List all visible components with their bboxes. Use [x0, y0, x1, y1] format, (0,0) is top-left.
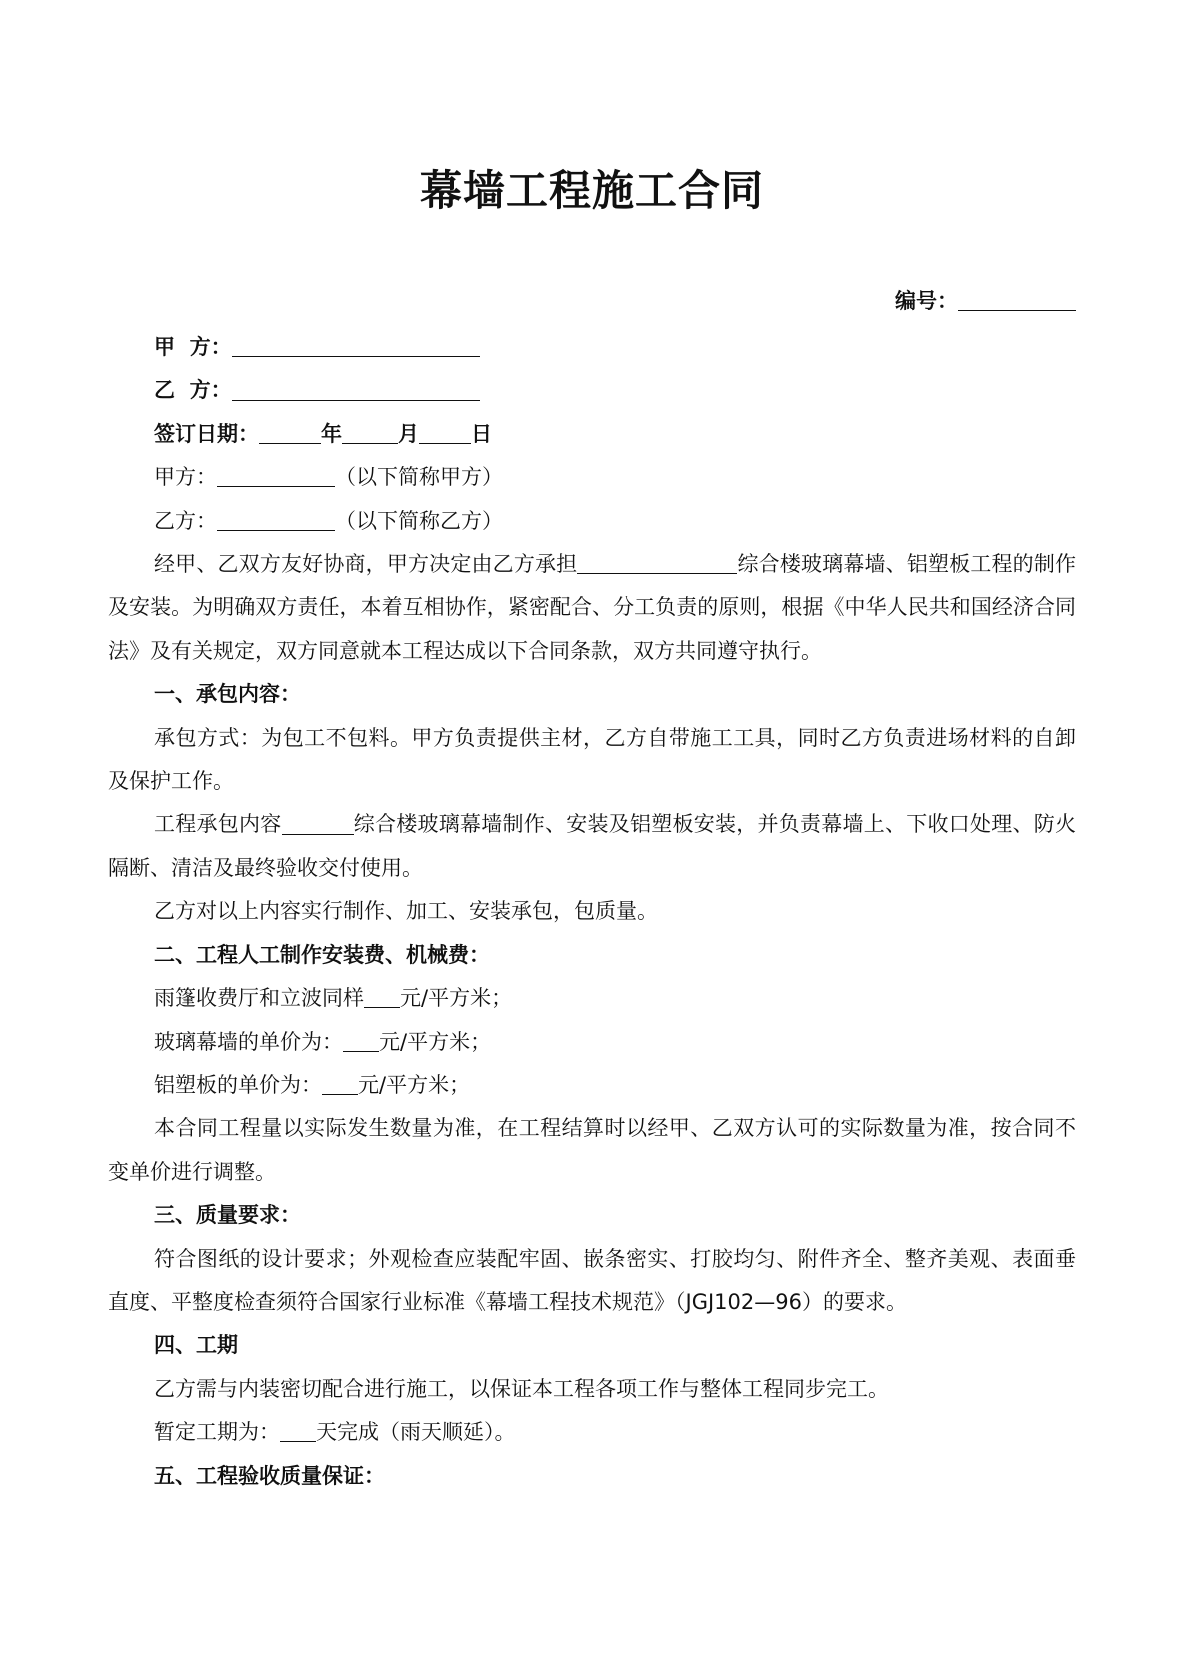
section1-heading: 一、承包内容：	[154, 682, 301, 707]
party-a-label: 甲 方：	[154, 335, 232, 359]
sign-date-field	[108, 413, 1076, 456]
section1-scope-after: 综合楼玻璃幕墙制作、安装及铝塑板安装，并负责幕墙上、下收口处理、防火隔断、清洁及最终验收交付使用。	[108, 812, 1076, 880]
serial-number-field	[895, 285, 1076, 315]
panel-price-unit: 元/平方米；	[358, 1072, 471, 1097]
party-b-line-suffix: （以下简称乙方）	[335, 508, 503, 533]
duration-label: 暂定工期为：	[154, 1420, 280, 1445]
section4-heading: 四、工期	[154, 1333, 238, 1358]
day-label: 日	[471, 421, 492, 446]
section1-scope-before: 工程承包内容	[154, 812, 282, 837]
section2-heading: 二、工程人工制作安装费、机械费：	[154, 942, 490, 967]
section2-item2	[108, 1021, 1076, 1064]
panel-price-blank	[322, 1071, 358, 1095]
party-b-line	[108, 500, 1076, 543]
month-label: 月	[398, 421, 419, 446]
party-a-line-prefix: 甲方：	[154, 465, 217, 490]
section1-responsibility: 乙方对以上内容实行制作、加工、安装承包，包质量。	[154, 899, 658, 924]
party-b-line-prefix: 乙方：	[154, 508, 217, 533]
duration-blank	[280, 1418, 316, 1442]
party-b-name-blank	[217, 507, 335, 531]
canopy-price-blank	[364, 984, 400, 1008]
party-b-blank	[232, 376, 480, 400]
intro-text-after: 综合楼玻璃幕墙、铝塑板工程的制作及安装。为明确双方责任，本着互相协作，紧密配合、分工负责的原则，根据《中华人民共和国经济合同法》及有关规定，双方同意就本工程达成以下合同条款，双方共同遵守执行。	[108, 552, 1077, 663]
year-label: 年	[321, 421, 342, 446]
section1-scope	[108, 803, 1076, 890]
intro-paragraph	[108, 543, 1076, 673]
section4-duration	[108, 1411, 1076, 1454]
section2-settlement: 本合同工程量以实际发生数量为准，在工程结算时以经甲、乙双方认可的实际数量为准，按合同不变单价进行调整。	[108, 1116, 1076, 1184]
project-name-blank	[577, 550, 737, 574]
section4-coordination: 乙方需与内装密切配合进行施工，以保证本工程各项工作与整体工程同步完工。	[154, 1376, 889, 1401]
sign-date-label: 签订日期：	[154, 421, 259, 446]
party-b-field	[108, 369, 1076, 412]
section1-contract-mode: 承包方式：为包工不包料。甲方负责提供主材，乙方自带施工工具，同时乙方负责进场材料的自卸及保护工作。	[108, 725, 1076, 794]
section2-item3	[108, 1064, 1076, 1107]
canopy-price-unit: 元/平方米；	[400, 986, 513, 1011]
month-blank	[342, 420, 398, 444]
party-a-line-suffix: （以下简称甲方）	[335, 465, 503, 490]
party-a-blank	[232, 333, 480, 357]
party-b-label: 乙 方：	[154, 378, 232, 403]
section5-heading: 五、工程验收质量保证：	[154, 1463, 385, 1488]
glass-price-label: 玻璃幕墙的单价为：	[154, 1029, 343, 1054]
scope-blank	[282, 811, 354, 835]
serial-number-blank	[958, 287, 1076, 311]
panel-price-label: 铝塑板的单价为：	[154, 1072, 322, 1097]
day-blank	[419, 420, 471, 444]
canopy-price-label: 雨篷收费厅和立波同样	[154, 986, 364, 1011]
glass-price-unit: 元/平方米；	[379, 1029, 492, 1054]
party-a-name-blank	[217, 463, 335, 487]
intro-text-before: 经甲、乙双方友好协商，甲方决定由乙方承担	[154, 552, 578, 577]
section2-item1	[108, 977, 1076, 1020]
duration-unit: 天完成（雨天顺延）。	[316, 1420, 516, 1445]
document-title: 幕墙工程施工合同	[419, 166, 764, 215]
year-blank	[259, 420, 321, 444]
section3-quality: 符合图纸的设计要求；外观检查应装配牢固、嵌条密实、打胶均匀、附件齐全、整齐美观、表面垂直度、平整度检查须符合国家行业标准《幕墙工程技术规范》（JGJ102—96）的要求。	[108, 1246, 1076, 1314]
party-a-field	[108, 326, 1076, 369]
serial-number-label: 编号：	[895, 289, 958, 313]
party-a-line	[108, 456, 1076, 499]
glass-price-blank	[343, 1028, 379, 1052]
section3-heading: 三、质量要求：	[154, 1203, 301, 1228]
contract-body	[108, 326, 1076, 1498]
